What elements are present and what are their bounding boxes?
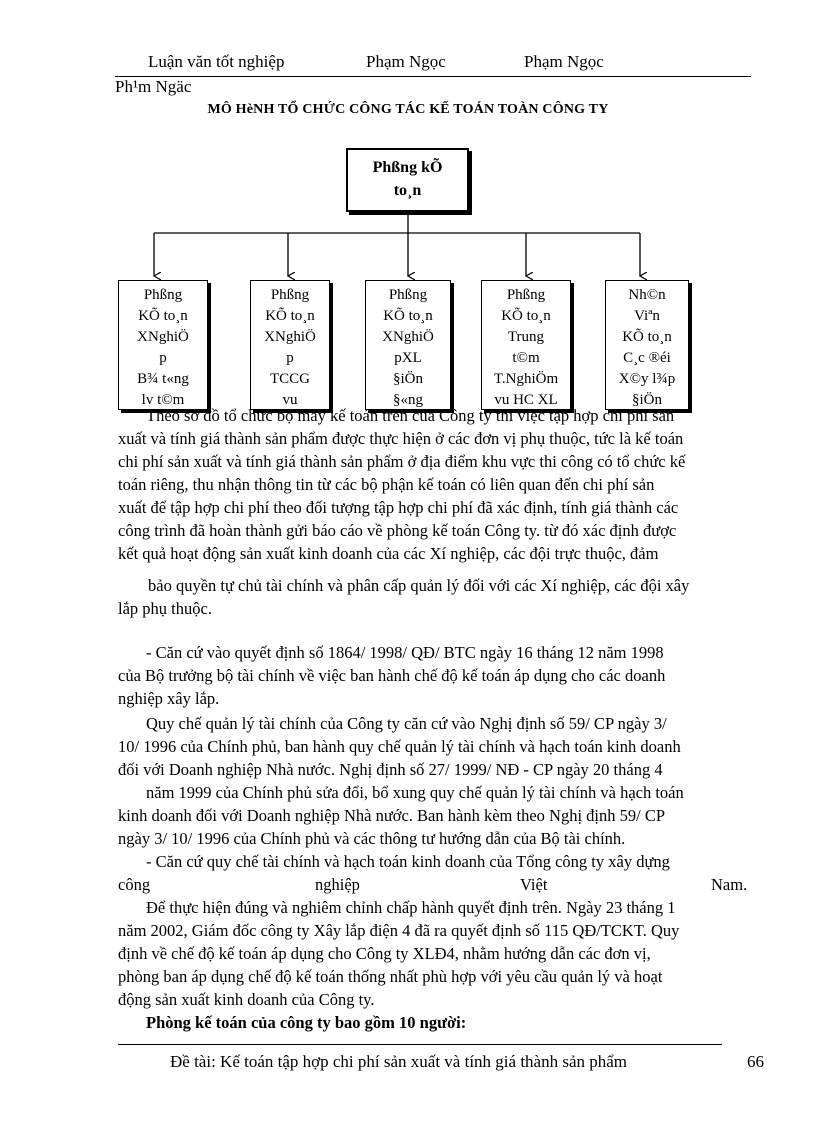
p1-line: xuất để tập hợp chi phí theo đối tượng tập hợp chi phí đã xác định, tính giá thành các	[118, 498, 679, 517]
box-concrete-enterprise	[118, 280, 208, 410]
p3-line: Quy chế quản lý tài chính của Công ty căn cứ vào Nghị định số 59/ CP ngày 3/	[146, 714, 667, 733]
top-box-line: to¸n	[393, 182, 422, 199]
header-second-line: Ph¹m Ngäc	[115, 77, 192, 96]
box-line: TCCG	[269, 371, 310, 387]
p4-word: nghiệp	[315, 875, 360, 894]
box-testing-center	[481, 280, 571, 410]
p3-line: kinh doanh đối với Doanh nghiệp Nhà nước. Ban hành kèm theo Nghị định 59/ CP	[118, 806, 665, 825]
header-author-2: Phạm Ngọc	[524, 52, 604, 71]
p1-line: công trình đã hoàn thành gửi báo cáo về phòng kế toán Công ty. từ đó xác định được	[118, 521, 677, 540]
box-line: C¸c ®éi	[623, 350, 671, 366]
box-line: p	[159, 350, 167, 366]
box-line: KÕ to¸n	[138, 308, 188, 324]
page-number: 66	[747, 1052, 764, 1071]
box-line: p	[286, 350, 294, 366]
box-line: Trung	[507, 329, 545, 345]
p2-line: của Bộ trưởng bộ tài chính về việc ban hành chế độ kế toán áp dụng cho các doanh	[118, 666, 666, 685]
p1-line: Theo sơ đồ tổ chức bộ máy kế toán trên của Công ty thì việc tập hợp chi phí sản	[146, 406, 675, 425]
box-line: pXL	[394, 350, 422, 366]
section-heading: Phòng kế toán của công ty bao gồm 10 người:	[146, 1013, 467, 1032]
box-line: XNghiÖ	[382, 329, 434, 345]
p1-line: bảo quyền tự chủ tài chính và phân cấp quản lý đối với các Xí nghiệp, các đội xây	[148, 576, 690, 595]
box-line: KÕ to¸n	[265, 308, 315, 324]
diagram-title: MÔ HèNH TỔ CHỨC CÔNG TÁC KẾ TOÁN TOÀN CÔNG TY	[207, 102, 609, 117]
p4-word: công	[118, 875, 151, 894]
box-line: §iÖn	[632, 392, 662, 408]
box-tccg-enterprise	[250, 280, 330, 410]
p4-word: Việt	[520, 875, 548, 894]
header-author-1: Phạm Ngọc	[366, 52, 446, 71]
p4-word: Nam.	[711, 875, 748, 894]
p1-line: toán riêng, thu nhận thông tin từ các bộ phận kế toán có liên quan đến chi phí sản	[118, 475, 655, 494]
box-line: KÕ to¸n	[622, 329, 672, 345]
box-line: lv t©m	[141, 392, 185, 408]
box-line: vu	[282, 392, 298, 408]
footer-title: Đề tài: Kế toán tập hợp chi phí sản xuất và tính giá thành sản phẩm	[170, 1052, 628, 1071]
p5-line: năm 2002, Giám đốc công ty Xây lắp điện 4 đã ra quyết định số 115 QĐ/TCKT. Quy	[118, 921, 680, 940]
box-line: Phßng	[143, 287, 183, 303]
box-line: t©m	[512, 350, 540, 366]
box-line: vu HC XL	[494, 392, 558, 408]
box-line: XNghiÖ	[264, 329, 316, 345]
box-line: Phßng	[506, 287, 546, 303]
footer-rule	[118, 1044, 722, 1045]
p3-line: ngày 3/ 10/ 1996 của Chính phủ và các thông tư hướng dẫn của Bộ tài chính.	[118, 829, 626, 848]
p1-line: lắp phụ thuộc.	[118, 599, 212, 618]
box-line: T.NghiÖm	[493, 371, 559, 387]
p3-line: 10/ 1996 của Chính phủ, ban hành quy chế quản lý tài chính và hạch toán kinh doanh	[118, 737, 681, 756]
p5-line: phòng ban áp dụng chế độ kế toán thống nhất phù hợp với yêu cầu quản lý và hoạt	[118, 967, 663, 986]
box-line: §iÖn	[393, 371, 423, 387]
box-line: Phßng	[388, 287, 428, 303]
p3-line: năm 1999 của Chính phủ sửa đổi, bổ xung quy chế quản lý tài chính và hạch toán	[146, 783, 684, 802]
p5-line: Để thực hiện đúng và nghiêm chỉnh chấp hành quyết định trên. Ngày 23 tháng 1	[146, 898, 676, 917]
box-line: X©y l¾p	[618, 371, 676, 387]
box-line: Viªn	[634, 308, 660, 324]
box-line: KÕ to¸n	[383, 308, 433, 324]
p4-line: - Căn cứ quy chế tài chính và hạch toán kinh doanh của Tổng công ty xây dựng	[146, 852, 670, 871]
p2-line: nghiệp xây lắp.	[118, 689, 220, 708]
diagram-connectors	[0, 0, 816, 290]
box-line: Phßng	[270, 287, 310, 303]
box-team-accountants	[605, 280, 689, 410]
box-electrical-enterprise	[365, 280, 451, 410]
box-line: B¾ t«ng	[137, 371, 189, 387]
box-line: Nh©n	[628, 287, 666, 303]
p5-line: động sản xuất kinh doanh của Công ty.	[118, 990, 375, 1009]
header-left: Luận văn tốt nghiệp	[148, 52, 285, 71]
p2-line: - Căn cứ vào quyết định số 1864/ 1998/ QĐ/ BTC ngày 16 tháng 12 năm 1998	[146, 643, 664, 662]
p1-line: kết quả hoạt động sản xuất kinh doanh của các Xí nghiệp, các đội trực thuộc, đảm	[118, 544, 659, 563]
box-line: §«ng	[393, 392, 423, 408]
p1-line: chi phí sản xuất và tính giá thành sản phẩm ở địa điểm khu vực thi công có tổ chức kế	[118, 452, 686, 471]
p3-line: đối với Doanh nghiệp Nhà nước. Nghị định số 27/ 1999/ NĐ - CP ngày 20 tháng 4	[118, 760, 663, 779]
box-line: XNghiÖ	[137, 329, 189, 345]
box-line: KÕ to¸n	[501, 308, 551, 324]
p5-line: định về chế độ kế toán áp dụng cho Công ty XLĐ4, nhằm hướng dẫn các đơn vị,	[118, 944, 651, 963]
p1-line: xuất và tính giá thành sản phẩm được thực hiện ở các đơn vị phụ thuộc, tức là kế toán	[118, 429, 684, 448]
top-box-line: Phßng kÕ	[372, 159, 443, 176]
